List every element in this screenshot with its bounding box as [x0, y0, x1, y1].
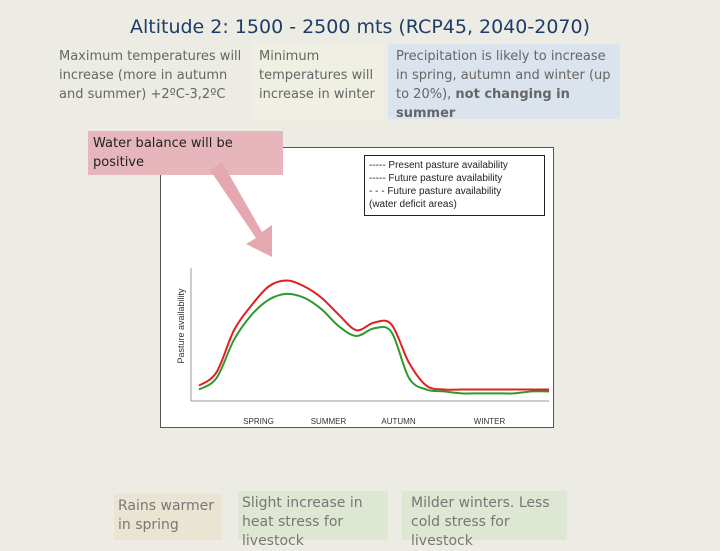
- series-line-future: [199, 281, 549, 390]
- max-temperature-note: Maximum temperatures will increase (more in autumn and summer) +2ºC-3,2ºC: [54, 44, 252, 119]
- heat-stress-note: Slight increase in heat stress for livestock: [238, 491, 388, 540]
- legend-item-present: ----- Present pasture availability: [369, 160, 508, 171]
- y-axis-label: Pasture availability: [176, 288, 186, 364]
- x-tick-label: SUMMER: [310, 417, 347, 426]
- legend-item-future-deficit: - - - Future pasture availability: [369, 186, 502, 197]
- min-temperature-note: Minimum temperatures will increase in winter: [252, 44, 384, 119]
- legend-item-deficit-note: (water deficit areas): [369, 199, 457, 210]
- water-balance-note: Water balance will be positive: [88, 131, 283, 175]
- precipitation-text: Precipitation is likely to increase in spring, autumn and winter (up to 20%),: [396, 49, 611, 102]
- x-tick-label: AUTUMN: [381, 417, 416, 426]
- x-tick-label: WINTER: [473, 417, 506, 426]
- precipitation-note: [388, 44, 620, 119]
- series-line-present: [199, 294, 549, 394]
- rains-note: Rains warmer in spring: [114, 494, 222, 540]
- precipitation-summer-text: not changing in summer: [396, 87, 570, 121]
- slide-title: Altitude 2: 1500 - 2500 mts (RCP45, 2040-2070): [129, 16, 591, 38]
- legend-item-future: ----- Future pasture availability: [369, 173, 503, 184]
- chart-legend: [364, 155, 545, 216]
- x-tick-label: SPRING: [243, 417, 274, 426]
- milder-winters-note: Milder winters. Less cold stress for livestock: [402, 491, 567, 540]
